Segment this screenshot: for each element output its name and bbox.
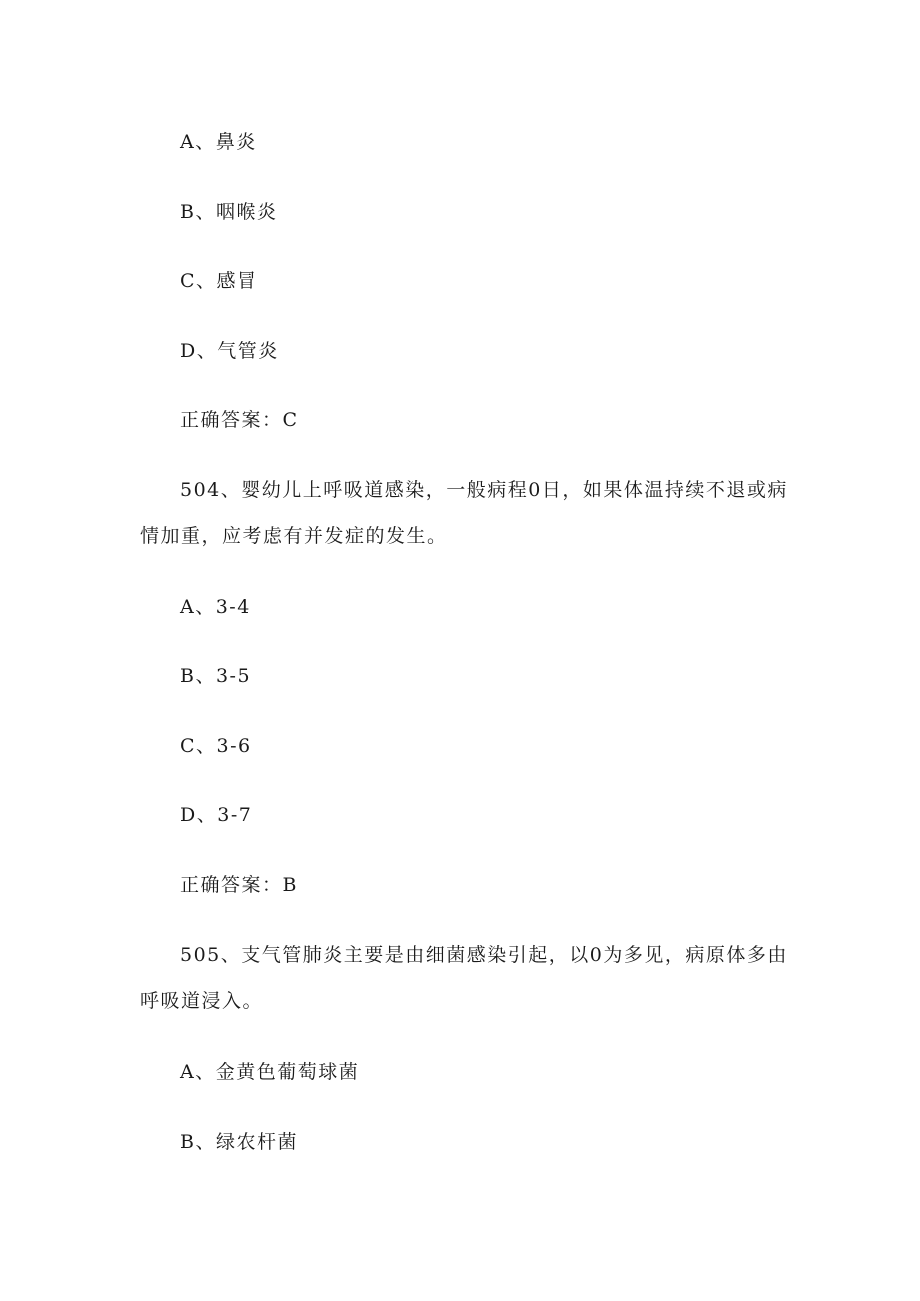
option-c-q503: C、感冒 <box>180 270 258 292</box>
answer-q504: 正确答案：B <box>180 874 298 896</box>
option-a-q504: A、3-4 <box>180 596 251 618</box>
question-504-continued: 情加重，应考虑有并发症的发生。 <box>140 525 448 547</box>
option-b-q504: B、3-5 <box>180 665 252 687</box>
option-b-q505: B、绿农杆菌 <box>180 1131 298 1153</box>
question-505-continued: 呼吸道浸入。 <box>140 990 264 1012</box>
question-504: 504、婴幼儿上呼吸道感染，一般病程0日，如果体温持续不退或病 <box>180 479 788 501</box>
option-d-q504: D、3-7 <box>180 804 253 826</box>
option-a-q505: A、金黄色葡萄球菌 <box>180 1061 360 1083</box>
question-505: 505、支气管肺炎主要是由细菌感染引起，以0为多见，病原体多由 <box>180 944 788 966</box>
option-d-q503: D、气管炎 <box>180 340 279 362</box>
option-a-q503: A、鼻炎 <box>180 131 257 153</box>
option-c-q504: C、3-6 <box>180 735 252 757</box>
option-b-q503: B、咽喉炎 <box>180 201 278 223</box>
answer-q503: 正确答案：C <box>180 409 299 431</box>
